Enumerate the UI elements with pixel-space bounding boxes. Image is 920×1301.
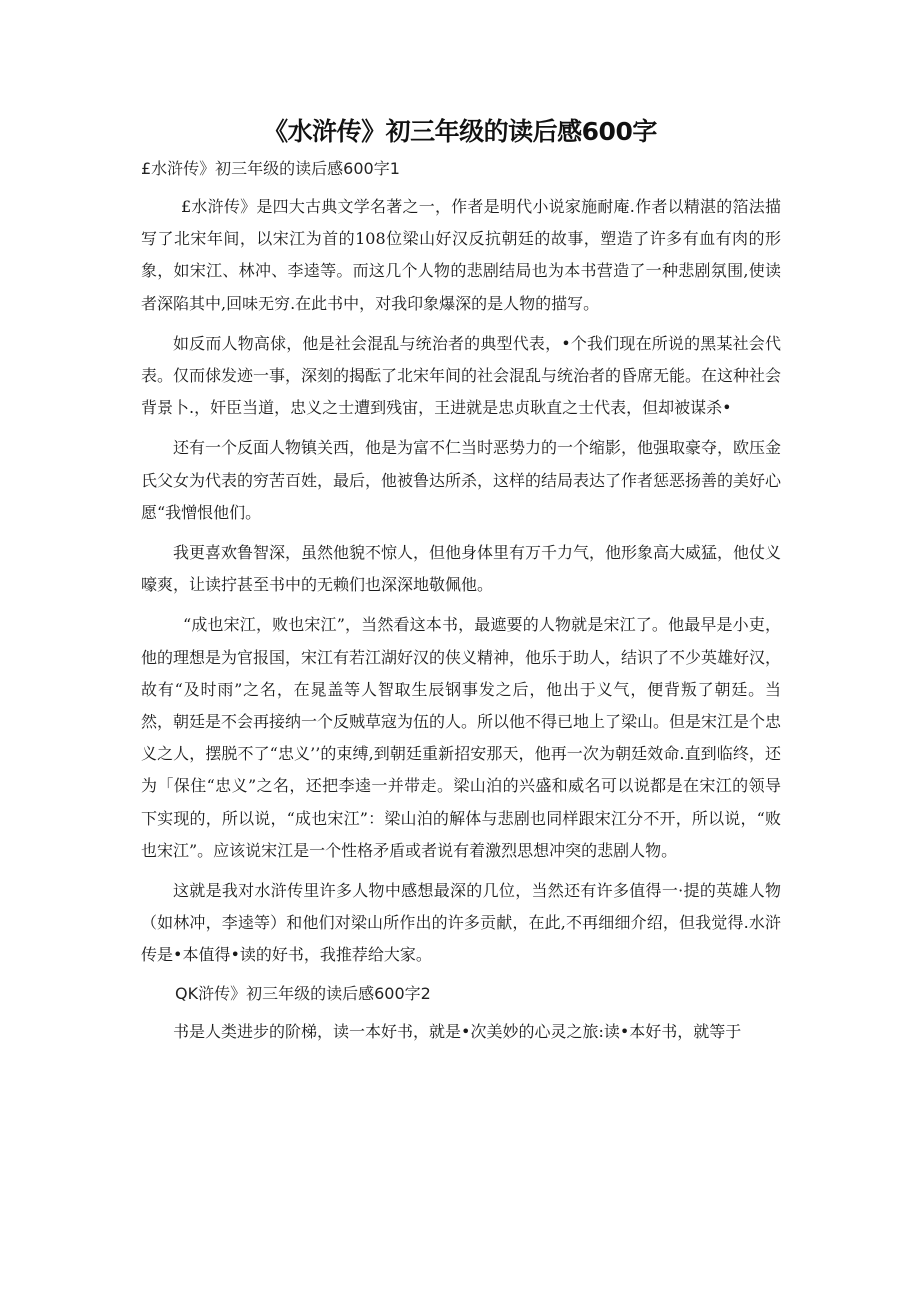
paragraph-conclusion: 这就是我对水浒传里许多人物中感想最深的几位，当然还有许多值得一·提的英雄人物（如林冲，李逵等）和他们对梁山所作出的许多贡献，在此,不再细细介绍，但我觉得.水浒传是•本值得•读的好书，我推荐给大家。 xyxy=(141,881,781,965)
section-heading-2: QK浒传》初三年级的读后感600字2 xyxy=(175,983,431,1003)
paragraph-intro: £水浒传》是四大古典文学名著之一，作者是明代小说家施耐庵.作者以精湛的箔法描写了北宋年间，以宋江为首的108位梁山好汉反抗朝廷的故事，塑造了许多有血有肉的形象，如宋江、林冲、李逵等。而这几个人物的悲剧结局也为本书营造了一种悲剧氛围,使读者深陷其中,回味无穷.在此书中，对我印象爆深的是人物的描写。 xyxy=(141,197,781,313)
paragraph-gaoqiu: 如反而人物高俅，他是社会混乱与统治者的典型代表，•个我们现在所说的黑某社会代表。仅而俅发迹一事，深刻的揭酝了北宋年间的社会混乱与统治者的昏席无能。在这种社会背景卜.，奸臣当道，忠义之士遭到残宙，王进就是忠贞耿直之士代表，但却被谋杀• xyxy=(141,333,782,418)
paragraph-luzhishen: 我更喜欢鲁智深，虽然他貌不惊人，但他身体里有万千力气，他形象高大威猛，他仗义嚎爽，让读拧甚至书中的无赖们也深深地敬佩他。 xyxy=(141,543,782,595)
section-heading-1: £水浒传》初三年级的读后感600字1 xyxy=(141,159,400,178)
paragraph-section2-opening: 书是人类进步的阶梯，读一本好书，就是•次美妙的心灵之旅:读•本好书，就等于 xyxy=(173,1021,742,1041)
paragraph-zhenguanxi: 还有一个反面人物镇关西，他是为富不仁当时恶势力的一个缩影，他强取豪夺，欧压金氏父女为代表的穷苦百姓，最后，他被鲁达所杀，这样的结局表达了作者惩恶扬善的美好心愿“我憎恨他们。 xyxy=(141,438,782,522)
document-body xyxy=(141,155,781,1056)
paragraph-songjiang: “成也宋江，败也宋江”，当然看这本书，最遮要的人物就是宋江了。他最早是小吏，他的理想是为官报国，宋江有若江湖好汉的侠义精神，他乐于助人，结识了不少英雄好汉，故有“及时雨”之名，在晁盖等人智取生辰钢事发之后，他出于义气，便背叛了朝廷。当然，朝廷是不会再接纳一个反贼草寇为伍的人。所以他不得已地上了梁山。但是宋江是个忠义之人，摆脱不了“忠义’’的束缚,到朝廷重新招安那天，他再一次为朝廷效命.直到临终，还为「保住“忠义”之名，还把李逵一并带走。梁山泊的兴盛和威名可以说都是在宋江的领导下实现的，所以说，“成也宋江”：梁山泊的解体与悲剧也同样跟宋江分不开，所以说，“败也宋江”。应该说宋江是一个性格矛盾或者说有着激烈思想冲突的悲剧人物。 xyxy=(141,615,782,860)
document-title: 《水浒传》初三年级的读后感600字 xyxy=(263,117,657,146)
